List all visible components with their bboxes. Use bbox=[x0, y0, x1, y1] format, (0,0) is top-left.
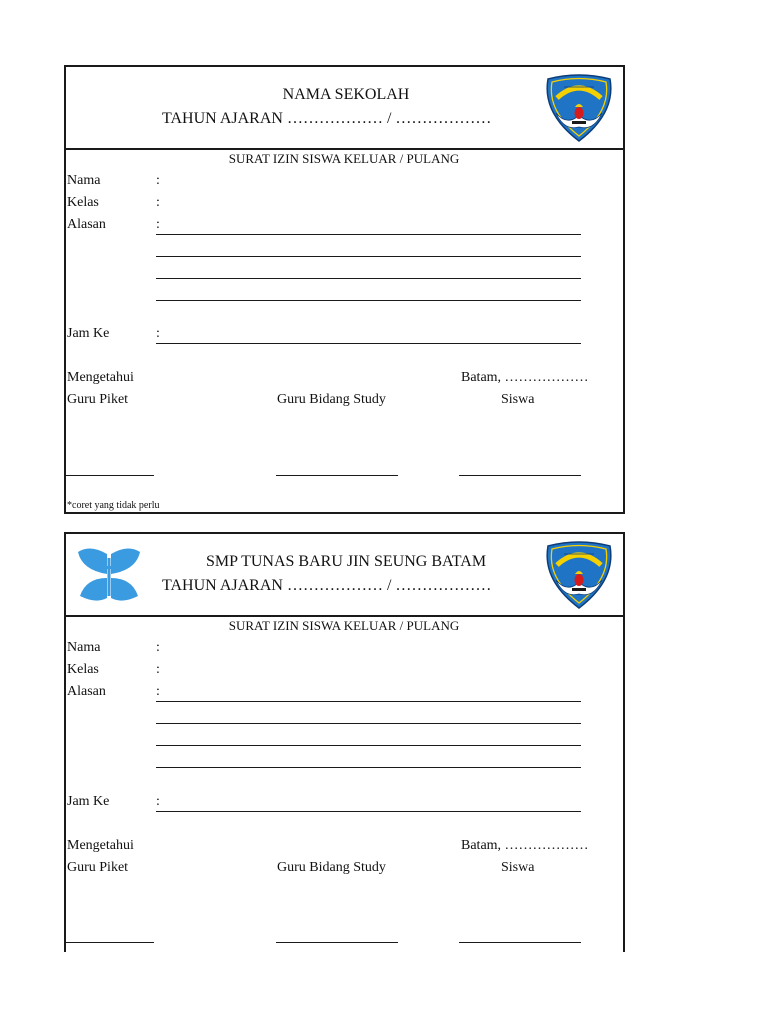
place-date: Batam, ……………… bbox=[461, 370, 589, 385]
alasan-line-2[interactable] bbox=[156, 723, 581, 724]
alasan-line-1[interactable] bbox=[156, 701, 581, 702]
alasan-line-4[interactable] bbox=[156, 300, 581, 301]
school-name: SMP TUNAS BARU JIN SEUNG BATAM bbox=[205, 553, 487, 570]
alasan-line-3[interactable] bbox=[156, 745, 581, 746]
label-kelas: Kelas bbox=[67, 662, 99, 677]
signature-line-guru-piket[interactable] bbox=[66, 942, 154, 943]
colon-alasan: : bbox=[156, 684, 160, 699]
colon-kelas: : bbox=[156, 662, 160, 677]
label-alasan: Alasan bbox=[67, 684, 106, 699]
colon-jam-ke: : bbox=[156, 794, 160, 809]
mengetahui-label: Mengetahui bbox=[67, 370, 134, 385]
form-header bbox=[66, 67, 623, 150]
guru-piket-label: Guru Piket bbox=[67, 392, 129, 407]
mengetahui-label: Mengetahui bbox=[67, 838, 134, 853]
colon-nama: : bbox=[156, 640, 160, 655]
colon-nama: : bbox=[156, 173, 160, 188]
label-nama: Nama bbox=[67, 640, 101, 655]
siswa-label: Siswa bbox=[501, 860, 535, 875]
guru-bidang-study-label: Guru Bidang Study bbox=[277, 860, 386, 875]
signature-line-guru-bidang[interactable] bbox=[276, 942, 398, 943]
permit-form-1 bbox=[64, 65, 625, 514]
label-alasan: Alasan bbox=[67, 217, 106, 232]
form-title: SURAT IZIN SISWA KELUAR / PULANG bbox=[228, 151, 460, 166]
signature-line-guru-bidang[interactable] bbox=[276, 475, 398, 476]
tut-wuri-handayani-logo bbox=[542, 540, 616, 610]
label-kelas: Kelas bbox=[67, 195, 99, 210]
colon-alasan: : bbox=[156, 217, 160, 232]
alasan-line-2[interactable] bbox=[156, 256, 581, 257]
signature-line-guru-piket[interactable] bbox=[66, 475, 154, 476]
permit-form-2 bbox=[64, 532, 625, 952]
academic-year-line: TAHUN AJARAN ……………… / ……………… bbox=[162, 110, 492, 127]
label-nama: Nama bbox=[67, 173, 101, 188]
colon-jam-ke: : bbox=[156, 326, 160, 341]
form-header bbox=[66, 534, 623, 617]
signature-line-siswa[interactable] bbox=[459, 942, 581, 943]
place-date: Batam, ……………… bbox=[461, 838, 589, 853]
tut-wuri-handayani-logo bbox=[542, 73, 616, 143]
form-title: SURAT IZIN SISWA KELUAR / PULANG bbox=[228, 618, 460, 633]
alasan-line-4[interactable] bbox=[156, 767, 581, 768]
label-jam-ke: Jam Ke bbox=[67, 326, 110, 341]
school-name: NAMA SEKOLAH bbox=[282, 86, 410, 103]
label-jam-ke: Jam Ke bbox=[67, 794, 110, 809]
guru-piket-label: Guru Piket bbox=[67, 860, 129, 875]
guru-bidang-study-label: Guru Bidang Study bbox=[277, 392, 386, 407]
jam-ke-line[interactable] bbox=[156, 811, 581, 812]
academic-year-line: TAHUN AJARAN ……………… / ……………… bbox=[162, 577, 492, 594]
alasan-line-1[interactable] bbox=[156, 234, 581, 235]
signature-line-siswa[interactable] bbox=[459, 475, 581, 476]
footnote: *coret yang tidak perlu bbox=[67, 500, 160, 511]
jam-ke-line[interactable] bbox=[156, 343, 581, 344]
colon-kelas: : bbox=[156, 195, 160, 210]
siswa-label: Siswa bbox=[501, 392, 535, 407]
school-logo bbox=[76, 548, 142, 604]
alasan-line-3[interactable] bbox=[156, 278, 581, 279]
